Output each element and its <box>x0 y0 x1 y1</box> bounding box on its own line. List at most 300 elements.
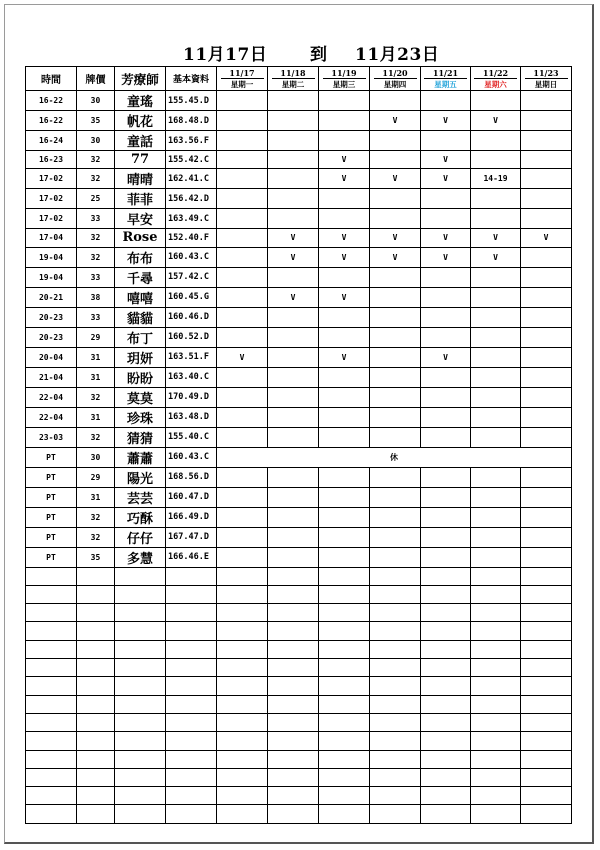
schedule-mark <box>521 189 572 209</box>
schedule-mark <box>521 507 572 527</box>
therapist-row <box>26 467 572 487</box>
empty-cell <box>217 805 268 823</box>
therapist-name: 陽光 <box>115 467 166 487</box>
schedule-mark <box>521 247 572 267</box>
info-cell: 163.48.D <box>166 407 217 427</box>
empty-cell <box>421 732 471 750</box>
empty-cell <box>166 787 217 805</box>
empty-cell <box>268 768 319 786</box>
therapist-row <box>26 287 572 307</box>
empty-cell <box>471 659 521 677</box>
empty-cell <box>370 622 421 640</box>
empty-cell <box>268 805 319 823</box>
therapist-row <box>26 229 572 247</box>
schedule-mark: V <box>471 229 521 247</box>
price-cell: 32 <box>77 247 115 267</box>
empty-row <box>26 567 572 585</box>
empty-cell <box>521 585 572 603</box>
schedule-mark <box>217 427 268 447</box>
time-cell: 23-03 <box>26 427 77 447</box>
empty-cell <box>26 659 77 677</box>
schedule-mark <box>319 547 370 567</box>
schedule-mark <box>521 307 572 327</box>
time-cell: 20-23 <box>26 327 77 347</box>
therapist-row <box>26 131 572 151</box>
header-weekday <box>471 78 521 91</box>
empty-row <box>26 750 572 768</box>
empty-cell <box>521 604 572 622</box>
schedule-mark <box>370 327 421 347</box>
empty-cell <box>115 732 166 750</box>
price-cell: 30 <box>77 447 115 467</box>
schedule-mark <box>421 327 471 347</box>
time-cell: 19-04 <box>26 247 77 267</box>
therapist-name: 珍珠 <box>115 407 166 427</box>
empty-cell <box>77 640 115 658</box>
therapist-row <box>26 507 572 527</box>
info-cell: 167.47.D <box>166 527 217 547</box>
price-cell: 31 <box>77 487 115 507</box>
therapist-name: 玥妍 <box>115 347 166 367</box>
empty-cell <box>77 787 115 805</box>
schedule-mark: V <box>268 247 319 267</box>
therapist-name: 早安 <box>115 209 166 229</box>
schedule-mark <box>370 467 421 487</box>
schedule-mark: V <box>268 229 319 247</box>
schedule-mark <box>421 507 471 527</box>
schedule-mark: V <box>471 111 521 131</box>
schedule-mark <box>268 111 319 131</box>
empty-row <box>26 695 572 713</box>
price-cell: 29 <box>77 467 115 487</box>
empty-cell <box>166 750 217 768</box>
therapist-row <box>26 151 572 169</box>
price-cell: 29 <box>77 327 115 347</box>
schedule-mark <box>370 307 421 327</box>
empty-cell <box>166 732 217 750</box>
info-cell: 170.49.D <box>166 387 217 407</box>
price-cell: 38 <box>77 287 115 307</box>
empty-cell <box>166 695 217 713</box>
empty-cell <box>268 750 319 768</box>
schedule-mark <box>370 189 421 209</box>
therapist-name: 77 <box>115 151 166 169</box>
header-date: 11/18 <box>268 67 319 79</box>
empty-cell <box>115 750 166 768</box>
empty-cell <box>521 768 572 786</box>
schedule-mark <box>471 307 521 327</box>
schedule-mark <box>268 547 319 567</box>
schedule-mark <box>370 427 421 447</box>
header-therapist: 芳療師 <box>115 67 166 91</box>
time-cell: PT <box>26 547 77 567</box>
schedule-mark <box>217 189 268 209</box>
empty-cell <box>268 732 319 750</box>
empty-cell <box>26 732 77 750</box>
empty-cell <box>268 622 319 640</box>
price-cell: 33 <box>77 209 115 229</box>
empty-cell <box>471 750 521 768</box>
empty-cell <box>471 640 521 658</box>
empty-cell <box>370 732 421 750</box>
schedule-mark <box>521 427 572 447</box>
header-date: 11/23 <box>521 67 572 79</box>
schedule-mark <box>421 307 471 327</box>
empty-cell <box>217 750 268 768</box>
schedule-mark <box>217 229 268 247</box>
therapist-name: 帆花 <box>115 111 166 131</box>
empty-cell <box>77 604 115 622</box>
schedule-mark <box>268 131 319 151</box>
empty-cell <box>319 713 370 731</box>
schedule-mark <box>471 527 521 547</box>
schedule-mark <box>521 407 572 427</box>
empty-cell <box>370 787 421 805</box>
time-cell: 19-04 <box>26 267 77 287</box>
therapist-row <box>26 427 572 447</box>
schedule-mark <box>521 487 572 507</box>
schedule-mark <box>319 131 370 151</box>
empty-cell <box>471 567 521 585</box>
empty-cell <box>77 585 115 603</box>
empty-cell <box>471 713 521 731</box>
time-cell: 22-04 <box>26 387 77 407</box>
schedule-mark <box>421 267 471 287</box>
schedule-mark <box>370 507 421 527</box>
empty-cell <box>471 805 521 823</box>
empty-cell <box>471 787 521 805</box>
weekday-label: 星期五 <box>424 78 466 90</box>
therapist-row <box>26 447 572 467</box>
schedule-mark <box>319 209 370 229</box>
schedule-mark <box>471 327 521 347</box>
schedule-mark <box>268 267 319 287</box>
empty-cell <box>217 604 268 622</box>
schedule-mark <box>370 487 421 507</box>
schedule-mark: V <box>370 229 421 247</box>
empty-cell <box>421 787 471 805</box>
empty-cell <box>319 768 370 786</box>
empty-cell <box>471 768 521 786</box>
empty-cell <box>115 713 166 731</box>
therapist-name: 多慧 <box>115 547 166 567</box>
schedule-mark <box>217 467 268 487</box>
schedule-mark: V <box>319 287 370 307</box>
empty-cell <box>521 750 572 768</box>
empty-cell <box>370 659 421 677</box>
info-cell: 166.49.D <box>166 507 217 527</box>
header-info: 基本資料 <box>166 67 217 91</box>
time-cell: PT <box>26 467 77 487</box>
empty-cell <box>521 659 572 677</box>
schedule-mark: V <box>217 347 268 367</box>
empty-cell <box>166 622 217 640</box>
schedule-mark <box>521 347 572 367</box>
schedule-mark <box>521 151 572 169</box>
info-cell: 160.52.D <box>166 327 217 347</box>
empty-cell <box>421 622 471 640</box>
schedule-mark <box>217 91 268 111</box>
header-date: 11/21 <box>421 67 471 79</box>
schedule-mark <box>471 427 521 447</box>
empty-row <box>26 713 572 731</box>
empty-row <box>26 659 572 677</box>
empty-cell <box>77 713 115 731</box>
schedule-mark <box>268 327 319 347</box>
price-cell: 31 <box>77 407 115 427</box>
schedule-mark <box>319 189 370 209</box>
schedule-mark: V <box>370 169 421 189</box>
schedule-mark <box>268 151 319 169</box>
empty-cell <box>268 659 319 677</box>
time-cell: 20-21 <box>26 287 77 307</box>
schedule-mark <box>319 111 370 131</box>
empty-row <box>26 604 572 622</box>
schedule-mark <box>319 267 370 287</box>
info-cell: 168.48.D <box>166 111 217 131</box>
empty-cell <box>217 585 268 603</box>
empty-cell <box>166 713 217 731</box>
empty-cell <box>370 768 421 786</box>
price-cell: 25 <box>77 189 115 209</box>
time-cell: 17-02 <box>26 169 77 189</box>
schedule-mark <box>471 151 521 169</box>
empty-cell <box>115 677 166 695</box>
therapist-name: 盼盼 <box>115 367 166 387</box>
schedule-title <box>0 40 600 64</box>
schedule-mark <box>471 287 521 307</box>
empty-cell <box>471 604 521 622</box>
title-end-date: 11月23日 <box>355 45 440 65</box>
price-cell: 32 <box>77 387 115 407</box>
empty-cell <box>217 659 268 677</box>
schedule-mark <box>521 467 572 487</box>
empty-cell <box>26 695 77 713</box>
empty-cell <box>77 732 115 750</box>
schedule-mark: V <box>268 287 319 307</box>
price-cell: 33 <box>77 307 115 327</box>
schedule-mark <box>268 209 319 229</box>
empty-cell <box>370 640 421 658</box>
schedule-mark: V <box>370 247 421 267</box>
therapist-name: 菲菲 <box>115 189 166 209</box>
schedule-mark <box>268 347 319 367</box>
schedule-mark <box>370 547 421 567</box>
therapist-name: 布布 <box>115 247 166 267</box>
header-weekday <box>319 78 370 91</box>
empty-cell <box>268 713 319 731</box>
empty-cell <box>115 768 166 786</box>
header-time: 時間 <box>26 67 77 91</box>
schedule-mark <box>370 287 421 307</box>
schedule-mark <box>421 131 471 151</box>
price-cell: 30 <box>77 131 115 151</box>
schedule-mark <box>217 267 268 287</box>
header-weekday <box>521 78 572 91</box>
schedule-mark <box>217 111 268 131</box>
empty-cell <box>77 677 115 695</box>
empty-cell <box>217 695 268 713</box>
schedule-mark: V <box>319 169 370 189</box>
schedule-mark <box>268 169 319 189</box>
empty-cell <box>26 750 77 768</box>
weekday-label: 星期二 <box>272 78 315 90</box>
empty-cell <box>166 640 217 658</box>
empty-cell <box>521 732 572 750</box>
empty-cell <box>421 567 471 585</box>
schedule-mark <box>268 307 319 327</box>
time-cell: 16-22 <box>26 91 77 111</box>
schedule-mark <box>319 427 370 447</box>
schedule-mark <box>471 209 521 229</box>
schedule-mark <box>471 91 521 111</box>
schedule-mark <box>471 131 521 151</box>
title-start-date: 11月17日 <box>183 45 268 65</box>
empty-row <box>26 585 572 603</box>
schedule-mark: V <box>421 247 471 267</box>
empty-cell <box>26 787 77 805</box>
empty-cell <box>268 585 319 603</box>
empty-cell <box>26 585 77 603</box>
info-cell: 163.51.F <box>166 347 217 367</box>
therapist-row <box>26 367 572 387</box>
schedule-mark <box>421 407 471 427</box>
empty-cell <box>319 604 370 622</box>
therapist-name: 童瑤 <box>115 91 166 111</box>
schedule-mark <box>268 367 319 387</box>
schedule-mark <box>370 91 421 111</box>
schedule-mark <box>319 307 370 327</box>
empty-cell <box>268 567 319 585</box>
info-cell: 160.43.C <box>166 447 217 467</box>
price-cell: 31 <box>77 347 115 367</box>
price-cell: 35 <box>77 547 115 567</box>
empty-cell <box>421 585 471 603</box>
empty-cell <box>471 622 521 640</box>
price-cell: 31 <box>77 367 115 387</box>
empty-cell <box>319 567 370 585</box>
schedule-mark <box>521 547 572 567</box>
schedule-mark <box>268 387 319 407</box>
empty-cell <box>217 677 268 695</box>
empty-cell <box>319 695 370 713</box>
empty-cell <box>217 768 268 786</box>
therapist-row <box>26 347 572 367</box>
empty-cell <box>268 640 319 658</box>
empty-row <box>26 805 572 823</box>
schedule-mark: 14-19 <box>471 169 521 189</box>
schedule-mark <box>521 91 572 111</box>
schedule-mark <box>370 131 421 151</box>
therapist-row <box>26 387 572 407</box>
schedule-mark <box>471 387 521 407</box>
therapist-row <box>26 407 572 427</box>
info-cell: 168.56.D <box>166 467 217 487</box>
schedule-mark <box>521 287 572 307</box>
schedule-mark <box>319 487 370 507</box>
empty-cell <box>370 713 421 731</box>
price-cell: 32 <box>77 229 115 247</box>
schedule-mark: V <box>421 111 471 131</box>
empty-cell <box>319 750 370 768</box>
schedule-mark: V <box>421 229 471 247</box>
therapist-name: 嘻嘻 <box>115 287 166 307</box>
empty-cell <box>421 805 471 823</box>
time-cell: 21-04 <box>26 367 77 387</box>
header-price: 牌價 <box>77 67 115 91</box>
schedule-mark <box>471 407 521 427</box>
schedule-mark: V <box>319 247 370 267</box>
empty-cell <box>521 713 572 731</box>
schedule-mark <box>471 547 521 567</box>
empty-cell <box>26 768 77 786</box>
empty-row <box>26 640 572 658</box>
header-weekday <box>268 78 319 91</box>
schedule-mark <box>268 527 319 547</box>
therapist-name: 千尋 <box>115 267 166 287</box>
title-to-word: 到 <box>310 45 328 65</box>
time-cell: 17-04 <box>26 229 77 247</box>
empty-cell <box>521 567 572 585</box>
schedule-mark <box>521 131 572 151</box>
empty-cell <box>26 677 77 695</box>
schedule-mark <box>421 387 471 407</box>
empty-cell <box>319 659 370 677</box>
schedule-mark <box>421 467 471 487</box>
schedule-mark <box>217 407 268 427</box>
info-cell: 166.46.E <box>166 547 217 567</box>
therapist-row <box>26 527 572 547</box>
schedule-mark <box>521 527 572 547</box>
schedule-mark <box>268 189 319 209</box>
schedule-mark <box>217 247 268 267</box>
schedule-mark <box>217 487 268 507</box>
therapist-row <box>26 247 572 267</box>
empty-cell <box>115 567 166 585</box>
price-cell: 32 <box>77 527 115 547</box>
time-cell: 16-23 <box>26 151 77 169</box>
empty-cell <box>77 659 115 677</box>
empty-cell <box>217 567 268 585</box>
empty-cell <box>77 622 115 640</box>
schedule-mark <box>421 527 471 547</box>
schedule-mark <box>370 209 421 229</box>
empty-cell <box>370 750 421 768</box>
schedule-mark <box>217 209 268 229</box>
time-cell: 20-23 <box>26 307 77 327</box>
therapist-name: 布丁 <box>115 327 166 347</box>
empty-cell <box>217 640 268 658</box>
schedule-mark <box>471 267 521 287</box>
therapist-row <box>26 209 572 229</box>
schedule-mark <box>268 427 319 447</box>
therapist-row <box>26 307 572 327</box>
empty-row <box>26 768 572 786</box>
empty-cell <box>166 677 217 695</box>
weekday-label: 星期日 <box>525 78 568 90</box>
schedule-mark <box>370 387 421 407</box>
schedule-mark <box>370 347 421 367</box>
empty-cell <box>421 640 471 658</box>
info-cell: 160.43.C <box>166 247 217 267</box>
empty-cell <box>421 713 471 731</box>
price-cell: 32 <box>77 169 115 189</box>
empty-cell <box>521 677 572 695</box>
weekday-label: 星期四 <box>374 78 417 90</box>
empty-cell <box>166 585 217 603</box>
time-cell: PT <box>26 507 77 527</box>
schedule-mark <box>521 327 572 347</box>
